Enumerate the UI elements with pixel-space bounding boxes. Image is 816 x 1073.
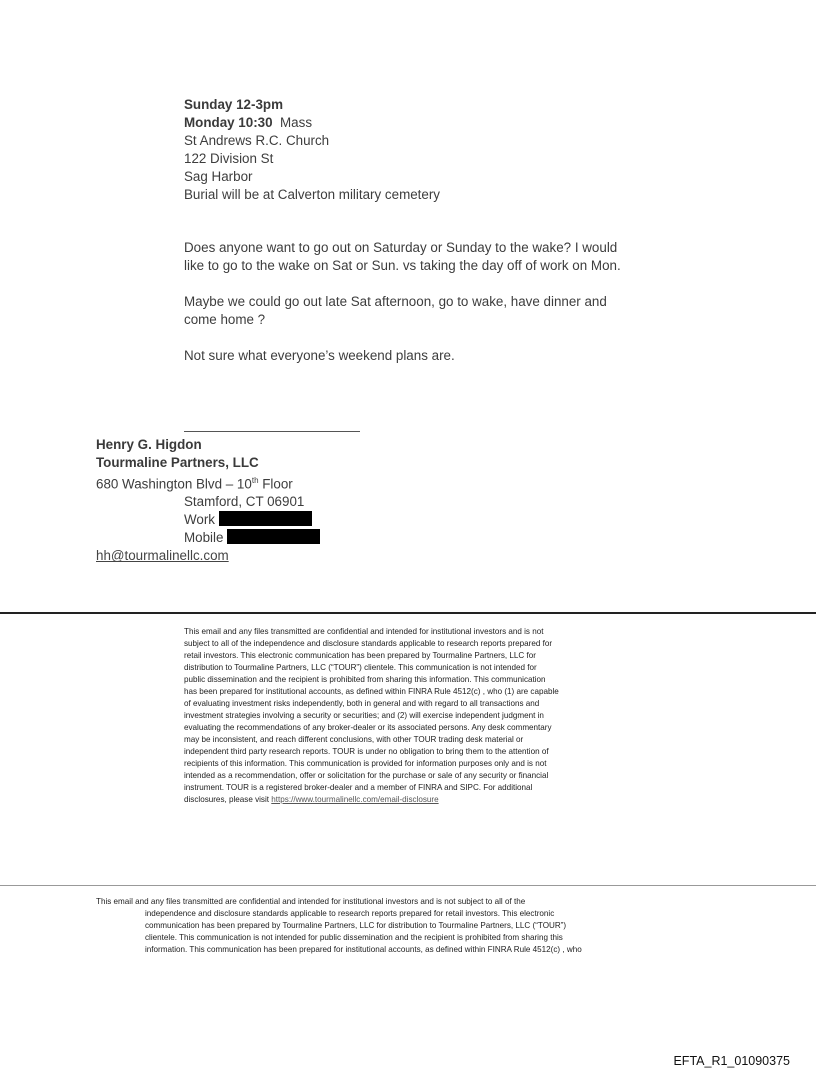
- sunday-hours: Sunday 12-3pm: [184, 97, 283, 112]
- disclaimer-line: of evaluating investment risks independently, both in general and with regard to all transactions and: [184, 699, 540, 708]
- disclaimer-repeat-line: communication has been prepared by Tourmaline Partners, LLC for distribution to Tourmaline Partners, LLC (“TOUR”): [145, 921, 567, 930]
- disclaimer-line: instrument. TOUR is a registered broker-dealer and a member of FINRA and SIPC. For additional: [184, 783, 533, 792]
- disclaimer-line: distribution to Tourmaline Partners, LLC (“TOUR”) clientele. This communication is not intended for: [184, 663, 537, 672]
- disclaimer-line: recipients of this information. This communication is provided for information purposes only and is not: [184, 759, 547, 768]
- address-prefix: 680 Washington Blvd – 10: [96, 476, 252, 492]
- disclaimer-repeat-first-line: This email and any files transmitted are confidential and intended for institutional investors and is not subject to all of the: [96, 897, 526, 906]
- church-street: 122 Division St: [184, 151, 274, 166]
- message-body: [184, 239, 621, 365]
- mobile-phone-redaction: [227, 529, 320, 544]
- para3: Not sure what everyone’s weekend plans are.: [184, 348, 455, 363]
- para1-line1: Does anyone want to go out on Saturday or Sunday to the wake? I would: [184, 240, 618, 255]
- disclaimer-block: [184, 626, 644, 806]
- signature-name: Henry G. Higdon: [96, 437, 202, 452]
- disclaimer-repeat-line: independence and disclosure standards applicable to research reports prepared for retail investors. This electronic: [145, 909, 555, 918]
- disclaimer-line: evaluating the recommendations of any broker-dealer or its associated persons. Any desk commentary: [184, 723, 552, 732]
- monday-line: [184, 114, 440, 132]
- disclaimer-second-rule: [0, 885, 816, 886]
- church-town: Sag Harbor: [184, 169, 253, 184]
- work-phone-redaction: [219, 511, 312, 526]
- email-link[interactable]: hh@tourmalinellc.com: [96, 548, 229, 564]
- schedule-block: [184, 96, 440, 204]
- para2-line1: Maybe we could go out late Sat afternoon, go to wake, have dinner and: [184, 294, 607, 309]
- disclaimer-line: retail investors. This electronic communication has been prepared by Tourmaline Partners, LLC for: [184, 651, 536, 660]
- burial-note: Burial will be at Calverton military cemetery: [184, 187, 440, 202]
- disclaimer-repeat-line: clientele. This communication is not intended for public dissemination and the recipient is prohibited from sharing this: [145, 933, 563, 942]
- disclaimer-line: intended as a recommendation, offer or solicitation for the purchase or sale of any security or financial: [184, 771, 549, 780]
- mobile-phone-line: [96, 529, 320, 547]
- disclaimer-repeat-block: [96, 896, 696, 956]
- mobile-label: Mobile: [184, 530, 224, 546]
- address-sup: th: [251, 476, 259, 485]
- disclosure-link[interactable]: https://www.tourmalinellc.com/email-disclosure: [271, 795, 439, 804]
- disclaimer-last-prefix: disclosures, please visit: [184, 795, 272, 804]
- disclaimer-line: may be inconsistent, and reach different conclusions, with other TOUR trading desk material or: [184, 735, 524, 744]
- signature-company: Tourmaline Partners, LLC: [96, 455, 259, 470]
- signature-address: [96, 472, 320, 493]
- monday-event: Mass: [280, 115, 313, 130]
- signature-block: [96, 436, 320, 565]
- document-id: EFTA_R1_01090375: [673, 1054, 790, 1068]
- work-label: Work: [184, 512, 215, 528]
- disclaimer-top-rule: [0, 612, 816, 614]
- disclaimer-last-line: [184, 794, 644, 806]
- para2-line2: come home ?: [184, 312, 266, 327]
- para1-line2: like to go to the wake on Sat or Sun. vs taking the day off of work on Mon.: [184, 258, 621, 273]
- disclaimer-line: subject to all of the independence and disclosure standards applicable to research reports prepared for: [184, 639, 553, 648]
- disclaimer-line: public dissemination and the recipient is prohibited from sharing this information. This communication: [184, 675, 546, 684]
- monday-time: Monday 10:30: [184, 115, 273, 130]
- disclaimer-line: This email and any files transmitted are confidential and intended for institutional investors and is not: [184, 627, 544, 636]
- disclaimer-line: has been prepared for institutional accounts, as defined within FINRA Rule 4512(c) , who (1) are capable: [184, 687, 559, 696]
- disclaimer-line: investment strategies involving a security or securities; and (2) will exercise independent judgment in: [184, 711, 544, 720]
- disclaimer-line: independent third party research reports. TOUR is under no obligation to bring them to the attention of: [184, 747, 549, 756]
- disclaimer-repeat-line: information. This communication has been prepared for institutional accounts, as defined within FINRA Rule 4512(c) , who: [145, 945, 582, 954]
- signature-city: Stamford, CT 06901: [184, 494, 305, 510]
- address-suffix: Floor: [258, 476, 293, 492]
- church-name: St Andrews R.C. Church: [184, 133, 330, 148]
- signature-separator: [184, 431, 360, 432]
- work-phone-line: [96, 511, 320, 529]
